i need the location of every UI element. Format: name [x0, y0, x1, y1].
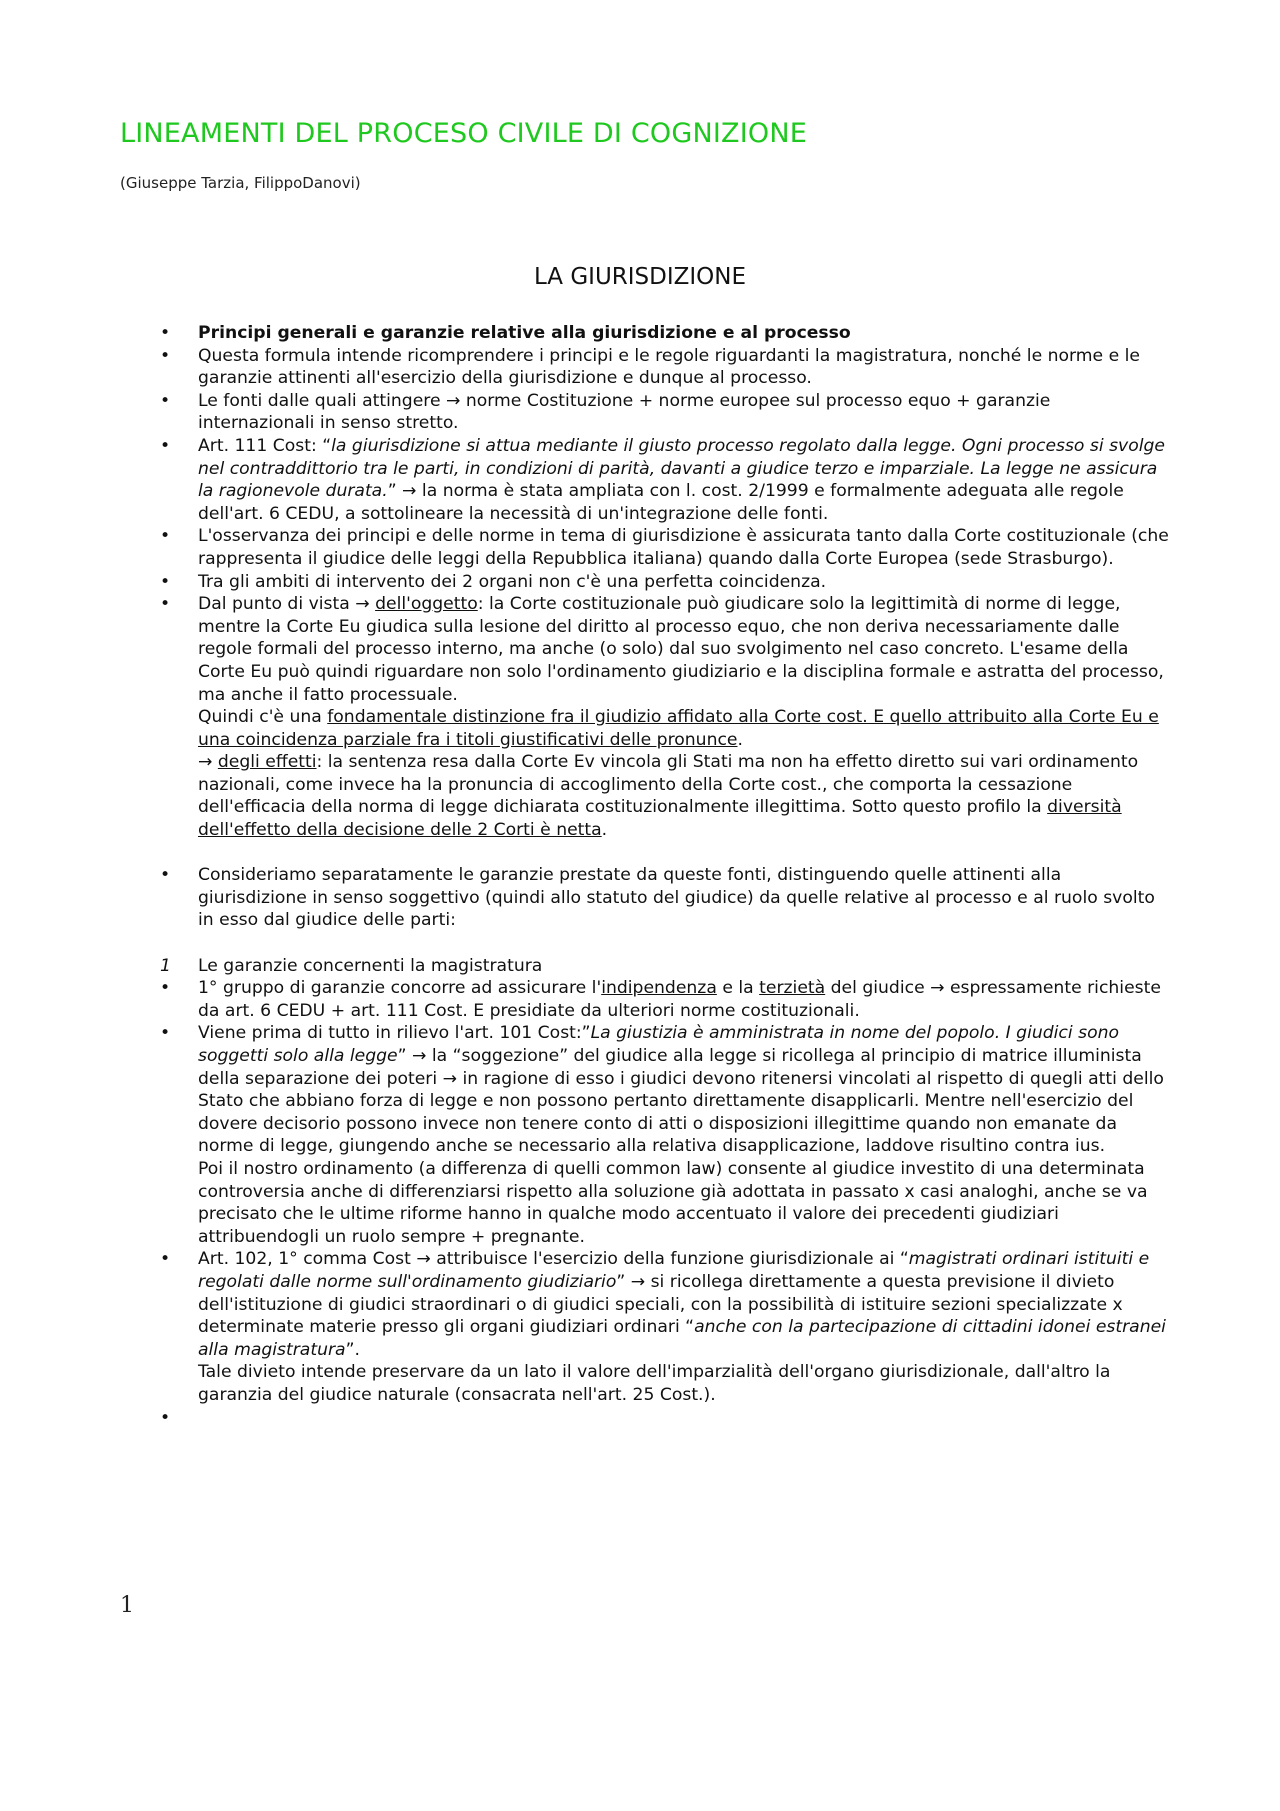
list-item: [160, 864, 1170, 932]
bullet: •: [160, 865, 171, 886]
text-run: ”.: [345, 1339, 360, 1360]
bullet: •: [160, 345, 171, 366]
underlined-term: indipendenza: [601, 978, 717, 999]
list-item: [160, 322, 1170, 345]
text-run: : la sentenza resa dalla Corte Ev vincola gli Stati ma non ha effetto diretto sui vari ordinamento nazionali, come invece ha la pronuncia di accoglimento della Corte cost., che comporta la cessazione dell'efficacia della norma di legge dichiarata costituzionalmente illegittima. Sotto questo profilo la: [198, 752, 1139, 818]
paragraph: [198, 1022, 1170, 1158]
underlined-phrase: diversità dell'effetto della decisione delle 2 Corti è netta: [198, 797, 1122, 841]
paragraph: [198, 1248, 1170, 1361]
numbered-item: [160, 955, 1170, 978]
underlined-term: terzietà: [759, 978, 826, 999]
text-run: del giudice → espressamente richieste da art. 6 CEDU + art. 111 Cost. E presidiate da ulteriori norme costituzionali.: [198, 978, 1161, 1021]
text-run: 1° gruppo di garanzie concorre ad assicurare l': [198, 978, 602, 999]
underlined-term: degli effetti: [217, 752, 317, 773]
list-item-empty: [160, 1407, 1170, 1430]
quoted-article-text: la giurisdizione si attua mediante il giusto processo regolato dalla legge. Ogni processo si svolge nel contraddittorio tra le parti, in condizioni di parità, davanti a giudice terzo e imparziale. La legge ne assicura la ragionevole durata.: [198, 435, 1166, 502]
underlined-term: dell'oggetto: [375, 594, 478, 615]
bullet: •: [160, 571, 171, 592]
spacer: [160, 932, 1170, 955]
text-run: Viene prima di tutto in rilievo l'art. 101 Cost:”: [198, 1023, 591, 1044]
list-item: [160, 390, 1170, 435]
quoted-article-text: La giustizia è amministrata in nome del popolo. I giudici sono soggetti solo alla legge: [198, 1023, 1119, 1066]
section-title: LA GIURISDIZIONE: [533, 264, 747, 290]
list-item: [160, 345, 1170, 390]
bullet: •: [160, 390, 171, 411]
list-item: [160, 525, 1170, 570]
text-run: Quindi c'è una: [198, 707, 328, 728]
document-body: [160, 322, 1170, 1429]
document-title: LINEAMENTI DEL PROCESO CIVILE DI COGNIZIONE: [120, 118, 808, 149]
bullet: •: [160, 978, 171, 999]
paragraph: Tale divieto intende preservare da un lato il valore dell'imparzialità dell'organo giurisdizionale, dall'altro la garanzia del giudice naturale (consacrata nell'art. 25 Cost.).: [198, 1362, 1111, 1405]
paragraph: [198, 593, 1170, 706]
text-run: Art. 102, 1° comma Cost → attribuisce l'esercizio della funzione giurisdizionale ai “: [198, 1249, 909, 1270]
list-item-text: ” → la norma è stata ampliata con l. cost. 2/1999 e formalmente adeguata alle regole dell'art. 6 CEDU, a sottolineare la necessità di un'integrazione delle fonti.: [198, 481, 1124, 524]
list-item-text: Art. 111 Cost: “: [198, 435, 332, 456]
quoted-article-text: magistrati ordinari istituiti e regolati dalle norme sull'ordinamento giudiziario: [198, 1249, 1150, 1292]
text-run: e la: [716, 978, 760, 999]
bullet: •: [160, 435, 171, 456]
text-run: .: [601, 820, 608, 841]
paragraph: [198, 706, 1170, 751]
list-item-text: Questa formula intende ricomprendere i principi e le regole riguardanti la magistratura, nonché le norme e le garanzie attinenti all'esercizio della giurisdizione e dunque al processo.: [198, 345, 1140, 389]
list-item: [160, 977, 1170, 1022]
text-run: →: [198, 752, 218, 773]
text-run: .: [737, 729, 743, 750]
list-item-text: Tra gli ambiti di intervento dei 2 organi non c'è una perfetta coincidenza.: [198, 571, 827, 592]
bullet: •: [160, 594, 171, 615]
text-run: Dal punto di vista →: [198, 594, 376, 615]
item-number: 1: [160, 955, 171, 976]
page-number: 1: [120, 1593, 134, 1618]
list-item-text: Consideriamo separatamente le garanzie prestate da queste fonti, distinguendo quelle attinenti alla giurisdizione in senso soggettivo (quindi allo statuto del giudice) da quelle relative al processo e al ruolo svolto in esso dal giudice delle parti:: [198, 865, 1155, 931]
bullet: •: [160, 1407, 171, 1428]
paragraph: Poi il nostro ordinamento (a differenza di quelli common law) consente al giudice investito di una determinata controversia anche di differenziarsi rispetto alla soluzione già adottata in passato x casi analoghi, anche se va precisato che le ultime riforme hanno in qualche modo accentuato il valore dei precedenti giudiziari attribuendogli un ruolo sempre + pregnante.: [198, 1158, 1148, 1247]
bullet: •: [160, 526, 171, 547]
list-item-text: Principi generali e garanzie relative alla giurisdizione e al processo: [198, 323, 851, 343]
list-item-text: Le garanzie concernenti la magistratura: [198, 955, 543, 976]
text-run: ” → si ricollega direttamente a questa previsione il divieto dell'istituzione di giudici straordinari o di giudici speciali, con la possibilità di istituire sezioni specializzate x determinate materie presso gli organi giudiziari ordinari “: [198, 1271, 1123, 1338]
spacer: [160, 842, 1170, 865]
list-item-text: L'osservanza dei principi e delle norme in tema di giurisdizione è assicurata tanto dalla Corte costituzionale (che rappresenta il giudice delle leggi della Repubblica italiana) quando dalla Corte Europea (sede Strasburgo).: [198, 526, 1169, 569]
bullet: •: [160, 1249, 171, 1270]
underlined-phrase: fondamentale distinzione fra il giudizio affidato alla Corte cost. E quello attribuito alla Corte Eu e una coincidenza parziale fra i titoli giustificativi delle pronunce: [198, 707, 1159, 750]
text-run: : la Corte costituzionale può giudicare solo la legittimità di norme di legge, mentre la Corte Eu giudica sulla lesione del diritto al processo equo, che non deriva necessariamente dalle regole formali del processo interno, ma anche (o solo) dal suo svolgimento nel caso concreto. L'esame della Corte Eu può quindi riguardare non solo l'ordinamento giudiziario e la disciplina formale e astratta del processo, ma anche il fatto processuale.: [198, 594, 1164, 705]
list-item: [160, 1022, 1170, 1248]
list-item: [160, 1248, 1170, 1406]
paragraph: [198, 751, 1170, 841]
authors-line: (Giuseppe Tarzia, FilippoDanovi): [120, 174, 361, 192]
list-item: [160, 571, 1170, 594]
text-run: ” → la “soggezione” del giudice alla legge si ricollega al principio di matrice illuminista della separazione dei poteri → in ragione di esso i giudici devono ritenersi vincolati al rispetto di quegli atti dello Stato che abbiano forza di legge e non possono pertanto direttamente disapplicarli. Mentre nell'esercizio del dovere decisorio possono invece non tenere conto di atti o disposizioni illegittime quando non emanate da norme di legge, giungendo anche se necessario alla relativa disapplicazione, laddove risultino contra ius.: [198, 1046, 1164, 1157]
list-item-text: Le fonti dalle quali attingere → norme Costituzione + norme europee sul processo equo + garanzie internazionali in senso stretto.: [198, 390, 1051, 434]
list-item: [160, 435, 1170, 525]
list-item: [160, 593, 1170, 842]
bullet: •: [160, 1023, 171, 1044]
quoted-article-text: anche con la partecipazione di cittadini idonei estranei alla magistratura: [198, 1317, 1166, 1360]
bullet: •: [160, 323, 171, 343]
